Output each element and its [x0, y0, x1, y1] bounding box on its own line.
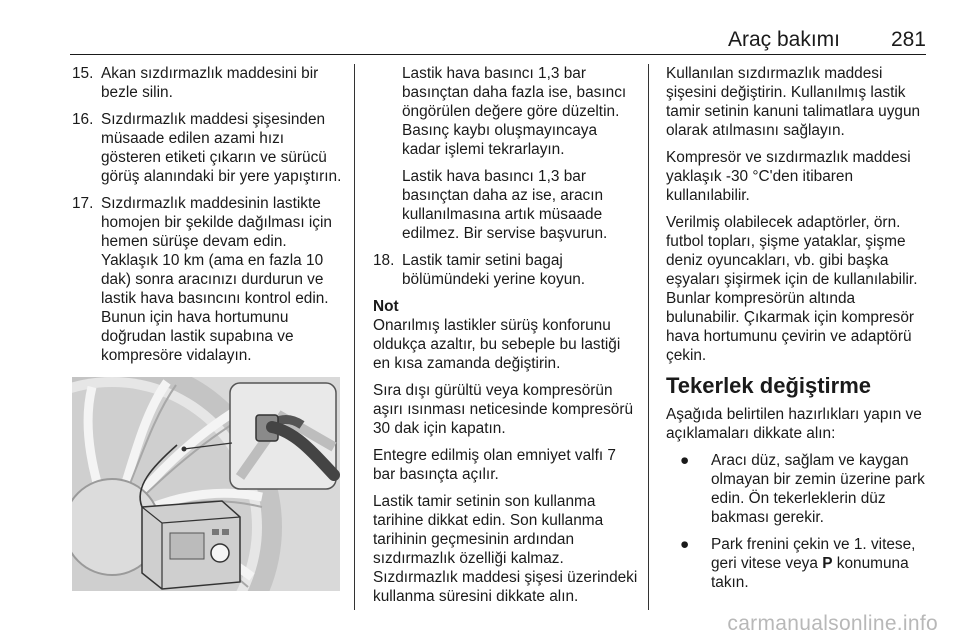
step-item: [72, 110, 344, 186]
step-text: Akan sızdırmazlık maddesini bir bezle silin.: [101, 65, 319, 101]
column-divider: [648, 64, 649, 610]
column-middle: [373, 64, 639, 614]
paragraph: Sıra dışı gürültü veya kompresörün aşırı ısınması neticesinde kompresörü 30 dak için kapatın.: [373, 382, 634, 437]
step-item: [373, 251, 639, 289]
step-number: 17.: [72, 195, 94, 212]
step-text: Sızdırmazlık maddesinin lastikte homojen bir şekilde dağılması için hemen sürüşe devam edin. Yaklaşık 10 km (ama en fazla 10 dak) sonra aracınızı durdurun ve lastik hava basıncını kontrol edin. Bunun için hava hortumunu doğrudan lastik supabına ve kompresöre vidalayın.: [101, 195, 332, 364]
column-right: [666, 64, 930, 600]
paragraph: Kompresör ve sızdırmazlık maddesi yaklaşık -30 °C'den itibaren kullanılabilir.: [666, 149, 911, 204]
bullet-text: Aracı düz, sağlam ve kaygan olmayan bir zemin üzerine park edin. Ön tekerleklerin düz bakması gerekir.: [711, 452, 925, 526]
chapter-title: Araç bakımı: [727, 28, 840, 51]
watermark: carmanualsonline.info: [727, 612, 938, 635]
page-header: [70, 28, 926, 55]
paragraph: Kullanılan sızdırmazlık maddesi şişesini değiştirin. Kullanılmış lastik tamir setinin kanuni talimatlara uygun olarak atılmasını sağlayın.: [666, 65, 921, 139]
step-number: 18.: [373, 252, 395, 269]
paragraph: Entegre edilmiş olan emniyet valfı 7 bar basınçta açılır.: [373, 447, 616, 483]
step-item: [72, 194, 344, 365]
sub-paragraph: Lastik hava basıncı 1,3 bar basınçtan daha fazla ise, basıncı öngörülen değere göre düzeltin. Basınç kaybı oluşmayıncaya kadar işlemi tekrarlayın.: [402, 65, 627, 158]
bullet-icon: ●: [680, 452, 690, 469]
bullet-item: [666, 535, 930, 592]
bullet-text: Park frenini çekin ve 1. vitese, geri vitese veya: [711, 536, 916, 572]
step-text: Sızdırmazlık maddesi şişesinden müsaade edilen azami hızı gösteren etiketi çıkarın ve sürücü görüş alanındaki bir yere yapıştırın.: [101, 111, 342, 185]
section-heading: Tekerlek değiştirme: [666, 373, 872, 398]
gear-position-p: P: [822, 555, 833, 572]
step-text: Lastik tamir setini bagaj bölümündeki yerine koyun.: [402, 252, 586, 288]
tire-compressor-illustration: [72, 377, 340, 591]
step-item: [72, 64, 344, 102]
intro-paragraph: Aşağıda belirtilen hazırlıkları yapın ve açıklamaları dikkate alın:: [666, 406, 922, 442]
step-number: 15.: [72, 65, 94, 82]
column-left: [72, 64, 344, 591]
bullet-text-end: konumuna takın.: [711, 555, 909, 591]
sub-paragraph: Lastik hava basıncı 1,3 bar basınçtan daha az ise, aracın kullanılmasına artık müsaade edilmez. Bir servise başvurun.: [402, 168, 608, 242]
bullet-icon: ●: [680, 536, 690, 553]
paragraph: Lastik tamir setinin son kullanma tarihine dikkat edin. Son kullanma tarihinin geçmesinin ardından sızdırmazlık özelliği kalmaz. Sızdırmazlık maddesi şişesi üzerindeki kullanma süresini dikkate alın.: [373, 493, 638, 605]
note-paragraph: Onarılmış lastikler sürüş konforunu oldukça azaltır, bu sebeple bu lastiği en kısa zamanda değiştirin.: [373, 317, 621, 372]
bullet-item: [666, 451, 930, 527]
step-number: 16.: [72, 111, 94, 128]
paragraph: Verilmiş olabilecek adaptörler, örn. futbol topları, şişme yataklar, şişme deniz oyuncakları, vb. gibi başka eşyaları şişirmek için de kullanılabilir. Bunlar kompresörün altında bulunabilir. Çıkarmak için kompresör hava hortumunu çevirin ve adaptörü çekin.: [666, 214, 918, 364]
page-number: 281: [890, 28, 926, 51]
column-divider: [354, 64, 355, 610]
note-label: Not: [373, 298, 399, 315]
